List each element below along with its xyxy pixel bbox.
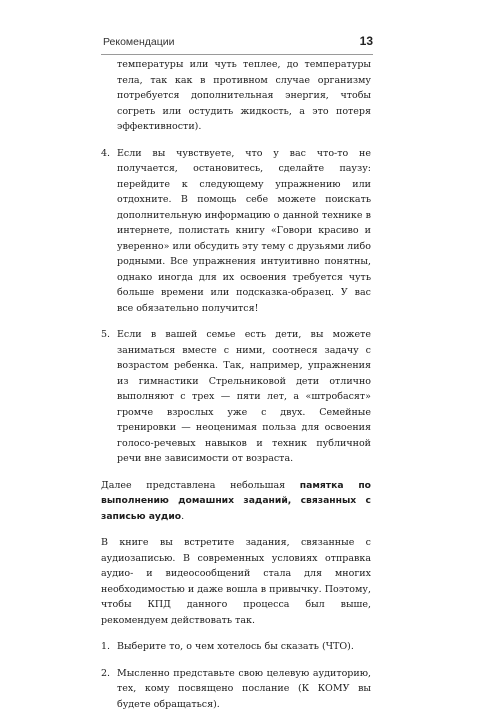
- step-text: Выберите то, о чем хотелось бы сказать (ЧТО).: [117, 639, 371, 655]
- step-number: 2.: [101, 666, 117, 712]
- page-body: [101, 57, 371, 712]
- step-text: Мысленно представьте свою целевую аудиторию, тех, кому посвящено послание (К КОМУ вы будете обращаться).: [117, 666, 371, 712]
- running-header: [101, 34, 373, 56]
- memo-intro-end: .: [181, 511, 184, 522]
- section-label: Рекомендации: [103, 36, 175, 48]
- list-item-text: Если вы чувствуете, что у вас что-то не получается, остановитесь, сделайте паузу: перейдите к следующему упражнению или отдохните. В помощь себе можете поискать дополнительную информацию о данной технике в интернете, полистать книгу «Говори красиво и уверенно» или обсудить эту тему с друзьями либо родными. Все упражнения интуитивно понятны, однако иногда для их освоения требуется чуть больше времени или подсказка-образец. У вас все обязательно получится!: [117, 146, 371, 317]
- memo-paragraph: В книге вы встретите задания, связанные с аудиозаписью. В современных условиях отправка аудио- и видеосообщений стала для многих необходимостью и даже вошла в привычку. Поэтому, чтобы КПД данного процесса был выше, рекомендуем действовать так.: [101, 535, 371, 628]
- memo-intro-text: Далее представлена небольшая: [101, 480, 300, 491]
- header-rule: [101, 54, 373, 55]
- list-item: [101, 146, 371, 317]
- step-number: 1.: [101, 639, 117, 655]
- list-item-number: 4.: [101, 146, 117, 317]
- page-number: 13: [360, 34, 373, 48]
- step-item: [101, 666, 371, 712]
- memo-intro-paragraph: [101, 478, 371, 525]
- step-item: [101, 639, 371, 655]
- memo-intro-bold: памятка по выполнению домашних заданий, связанных с записью аудио: [101, 480, 371, 522]
- list-item-number: 5.: [101, 327, 117, 467]
- list-item: [101, 327, 371, 467]
- list-item-text: Если в вашей семье есть дети, вы можете заниматься вместе с ними, соотнеся задачу с возрастом ребенка. Так, например, упражнения из гимнастики Стрельниковой дети отлично выполняют с трех — пяти лет, а «штробасят» громче взрослых уже с двух. Семейные тренировки — неоценимая польза для освоения голосо-речевых навыков и техник публичной речи вне зависимости от возраста.: [117, 327, 371, 467]
- continuation-paragraph: температуры или чуть теплее, до температуры тела, так как в противном случае организму потребуется дополнительная энергия, чтобы согреть или остудить жидкость, а это потеря эффективности).: [101, 57, 371, 135]
